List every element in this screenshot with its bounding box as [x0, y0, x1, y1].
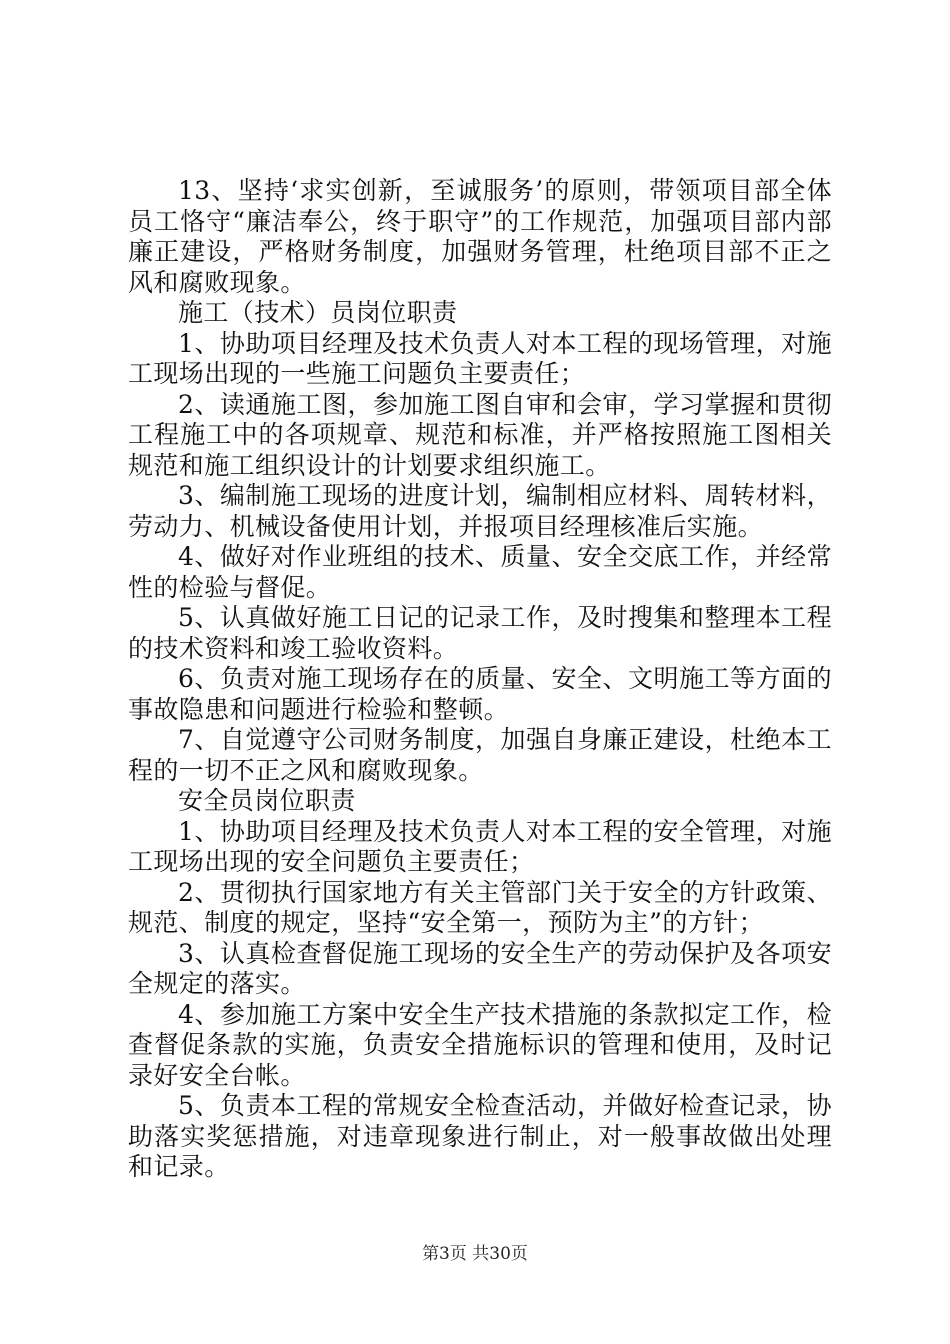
paragraph-tech-6: 6、负责对施工现场存在的质量、安全、文明施工等方面的事故隐患和问题进行检验和整顿。	[128, 664, 832, 724]
paragraph-safety-1: 1、协助项目经理及技术负责人对本工程的安全管理，对施工现场出现的安全问题负主要责任；	[128, 816, 832, 876]
paragraph-tech-5: 5、认真做好施工日记的记录工作，及时搜集和整理本工程的技术资料和竣工验收资料。	[128, 603, 832, 663]
paragraph-tech-4: 4、做好对作业班组的技术、质量、安全交底工作，并经常性的检验与督促。	[128, 542, 832, 602]
paragraph-tech-1: 1、协助项目经理及技术负责人对本工程的现场管理，对施工现场出现的一些施工问题负主要责任；	[128, 328, 832, 388]
paragraph-item-13: 13、坚持‘求实创新，至诚服务’的原则，带领项目部全体员工恪守“廉洁奉公，终于职守”的工作规范，加强项目部内部廉正建设，严格财务制度，加强财务管理，杜绝项目部不正之风和腐败现象。	[128, 176, 832, 297]
paragraph-safety-3: 3、认真检查督促施工现场的安全生产的劳动保护及各项安全规定的落实。	[128, 938, 832, 998]
paragraph-safety-2: 2、贯彻执行国家地方有关主管部门关于安全的方针政策、规范、制度的规定，坚持“安全第一，预防为主”的方针；	[128, 877, 832, 937]
paragraph-tech-3: 3、编制施工现场的进度计划，编制相应材料、周转材料，劳动力、机械设备使用计划，并报项目经理核准后实施。	[128, 481, 832, 541]
section-heading-safety-officer: 安全员岗位职责	[178, 786, 356, 815]
paragraph-tech-7: 7、自觉遵守公司财务制度，加强自身廉正建设，杜绝本工程的一切不正之风和腐败现象。	[128, 725, 832, 785]
document-body	[128, 176, 832, 1183]
section-heading-construction-technician: 施工（技术）员岗位职责	[178, 298, 458, 327]
paragraph-tech-2: 2、读通施工图，参加施工图自审和会审，学习掌握和贯彻工程施工中的各项规章、规范和标准，并严格按照施工图相关规范和施工组织设计的计划要求组织施工。	[128, 389, 832, 480]
paragraph-safety-4: 4、参加施工方案中安全生产技术措施的条款拟定工作，检查督促条款的实施，负责安全措施标识的管理和使用，及时记录好安全台帐。	[128, 999, 832, 1090]
paragraph-safety-5: 5、负责本工程的常规安全检查活动，并做好检查记录，协助落实奖惩措施，对违章现象进行制止，对一般事故做出处理和记录。	[128, 1091, 832, 1181]
page-number-footer: 第3页 共30页	[422, 1244, 528, 1264]
